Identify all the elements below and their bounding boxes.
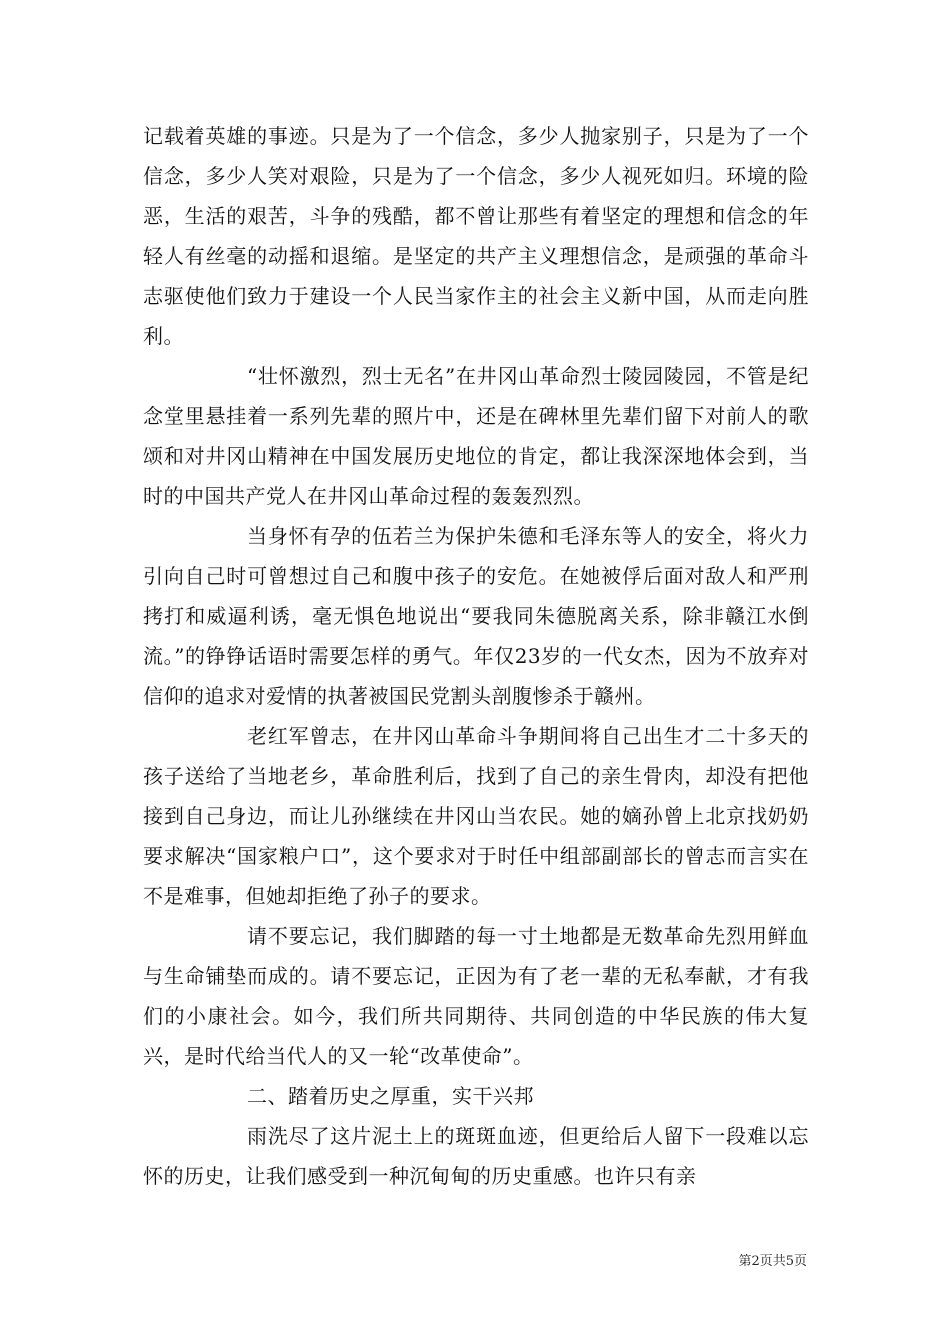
document-body xyxy=(143,116,809,1196)
paragraph-zeng-zhi: 老红军曾志，在井冈山革命斗争期间将自己出生才二十多天的孩子送给了当地老乡，革命胜利后，找到了自己的亲生骨肉，却没有把他接到自己身边，而让儿孙继续在井冈山当农民。她的嫡孙曾上北京找奶奶要求解决“国家粮户口”，这个要求对于时任中组部副部长的曾志而言实在不是难事，但她却拒绝了孙子的要求。 xyxy=(143,724,809,908)
paragraph-martyrs-cemetery: “壮怀激烈，烈士无名”在井冈山革命烈士陵园陵园，不管是纪念堂里悬挂着一系列先辈的照片中，还是在碑林里先辈们留下对前人的歌颂和对井冈山精神在中国发展历史地位的肯定，都让我深深地体会到，当时的中国共产党人在井冈山革命过程的轰轰烈烈。 xyxy=(143,364,809,508)
page-number: 第2页共5页 xyxy=(738,1254,807,1269)
section-heading: 二、踏着历史之厚重，实干兴邦 xyxy=(247,1084,534,1108)
paragraph-rain-washed: 雨洗尽了这片泥土上的斑斑血迹，但更给后人留下一段难以忘怀的历史，让我们感受到一种沉甸甸的历史重感。也许只有亲 xyxy=(143,1124,809,1188)
paragraph-do-not-forget: 请不要忘记，我们脚踏的每一寸土地都是无数革命先烈用鲜血与生命铺垫而成的。请不要忘记，正因为有了老一辈的无私奉献，才有我们的小康社会。如今，我们所共同期待、共同创造的中华民族的伟大复兴，是时代给当代人的又一轮“改革使命”。 xyxy=(143,924,809,1068)
paragraph-wu-ruolan: 当身怀有孕的伍若兰为保护朱德和毛泽东等人的安全，将火力引向自己时可曾想过自己和腹中孩子的安危。在她被俘后面对敌人和严刑拷打和威逼利诱，毫无惧色地说出“要我同朱德脱离关系，除非赣江水倒流。”的铮铮话语时需要怎样的勇气。年仅23岁的一代女杰，因为不放弃对信仰的追求对爱情的执著被国民党割头剖腹惨杀于赣州。 xyxy=(143,524,809,708)
paragraph-continuation: 记载着英雄的事迹。只是为了一个信念，多少人抛家别子，只是为了一个信念，多少人笑对艰险，只是为了一个信念，多少人视死如归。环境的险恶，生活的艰苦，斗争的残酷，都不曾让那些有着坚定的理想和信念的年轻人有丝毫的动摇和退缩。是坚定的共产主义理想信念，是顽强的革命斗志驱使他们致力于建设一个人民当家作主的社会主义新中国，从而走向胜利。 xyxy=(143,124,809,348)
